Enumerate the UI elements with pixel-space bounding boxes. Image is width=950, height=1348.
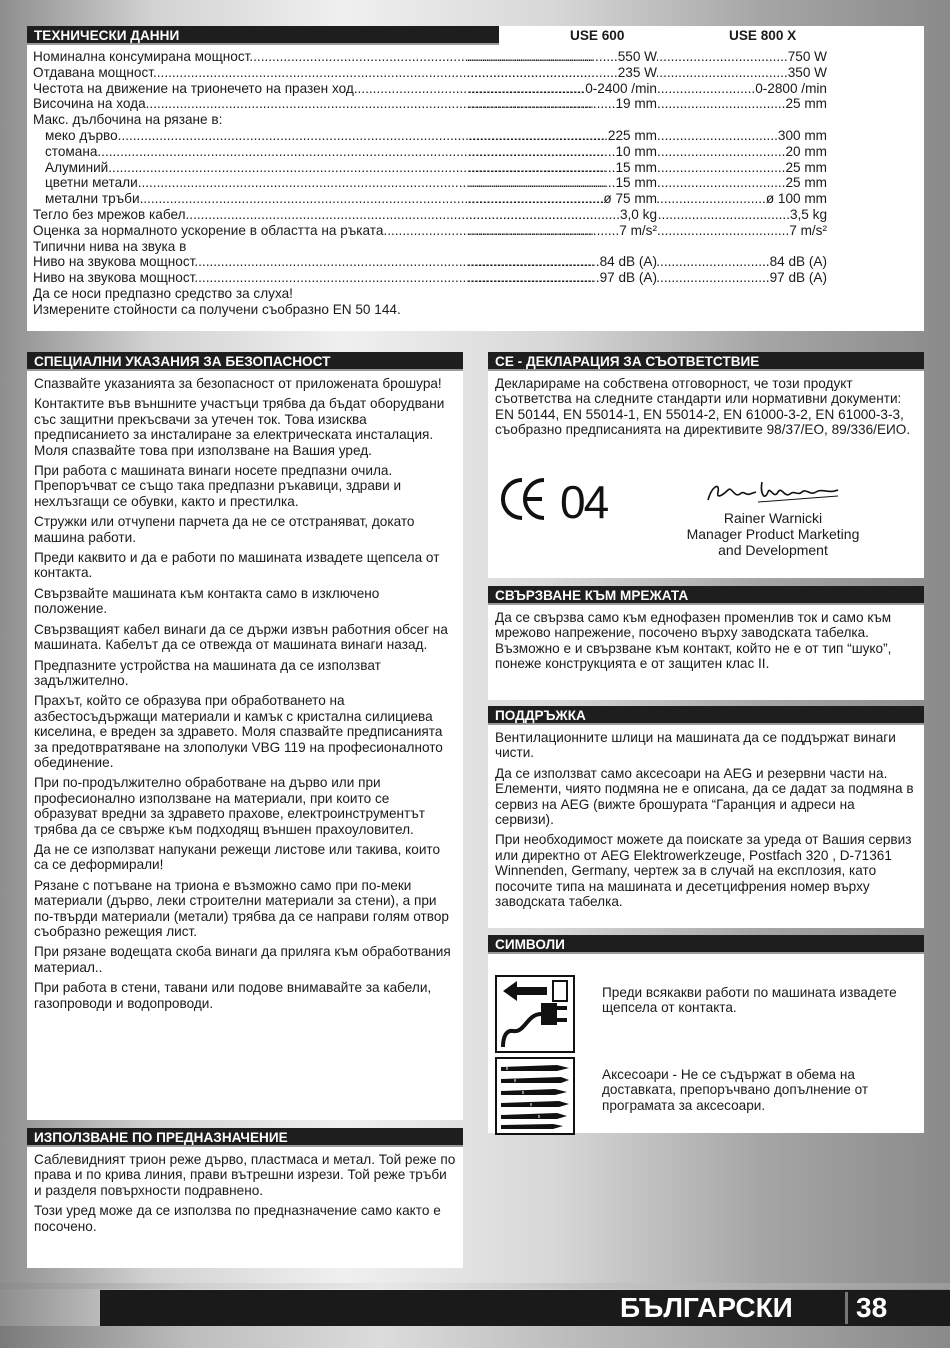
use-body	[27, 1147, 463, 1234]
tech-row-label: Отдавана мощност	[33, 64, 153, 80]
tech-row-label: Номинална консумирана мощност	[33, 49, 250, 64]
safety-paragraph: При по-продължително обработване на дърво или при професионално използване на материали, при които се образуват вредни за здравето прахове, електроинструментът трябва да се свърже към подходящ външен прахоуловител.	[34, 775, 425, 837]
value-use600: 225 mm	[607, 127, 657, 143]
maintenance-panel	[488, 706, 924, 928]
value-use800x-wrap	[657, 270, 827, 285]
signer-title-1: Manager Product Marketing	[686, 526, 860, 542]
value-use600-wrap	[467, 96, 657, 111]
leader-dots	[467, 128, 608, 143]
value-use800x-wrap	[657, 254, 827, 269]
value-use600-wrap	[467, 254, 657, 269]
tech-row	[27, 128, 924, 144]
value-use800x: 25 mm	[785, 159, 827, 175]
col-use800x: USE 800 X	[729, 28, 797, 43]
value-use600: 0-2400 /min	[585, 80, 657, 96]
col-use600: USE 600	[570, 28, 625, 43]
value-use800x: 300 mm	[777, 127, 827, 143]
safety-body	[27, 371, 463, 1011]
tech-row-label: Да се носи предпазно средство за слуха!	[33, 285, 293, 301]
symbols-header: СИМВОЛИ	[488, 935, 924, 954]
saw-blades-icon	[495, 1057, 575, 1135]
safety-paragraph: Стружки или отчупени парчета да не се отстраняват, докато машина работи.	[34, 514, 415, 545]
value-use800x-wrap	[657, 144, 827, 159]
tech-row	[27, 286, 924, 302]
value-use600: 7 m/s²	[619, 222, 657, 238]
value-use800x-wrap	[657, 81, 827, 96]
tech-row	[27, 302, 924, 318]
value-use800x-wrap	[657, 65, 827, 80]
value-use800x: 3,5 kg	[789, 206, 827, 222]
leader-dots	[657, 254, 770, 269]
symbol-text-accessories: Аксесоари - Не се съдържат в обема на доставката, препоръчвано допълнение от програмата за аксесоари.	[602, 1067, 869, 1113]
page-number: 38	[856, 1292, 888, 1323]
tech-row	[27, 112, 924, 128]
value-use800x-wrap	[657, 207, 827, 222]
leader-dots	[657, 207, 790, 222]
value-use600-wrap	[467, 160, 657, 175]
mains-body	[488, 605, 924, 672]
ce-mark-logo	[498, 474, 628, 532]
tech-row	[27, 96, 924, 112]
value-use800x-wrap	[657, 191, 827, 206]
maint-header: ПОДДРЪЖКА	[488, 706, 924, 725]
ce-text: Декларираме на собствена отговорност, че този продукт съответства на следните стандарти или нормативни документи: EN 50144, EN 55014-1, EN 55014-2, EN 61000-3-2, EN 61000-3-3, съобразно предписанията на директивите 98/37/ЕО, 89/336/ЕИО.	[495, 376, 911, 438]
tech-header: ТЕХНИЧЕСКИ ДАННИ	[27, 26, 499, 45]
svg-text:04: 04	[560, 476, 608, 524]
safety-paragraph: Предпазните устройства на машината да се използват задължително.	[34, 657, 381, 688]
safety-paragraph: При рязане водещата скоба винаги да приляга към обработвания материал..	[34, 944, 451, 975]
value-use600: 10 mm	[615, 143, 657, 159]
value-use600: 97 dB (A)	[599, 270, 657, 286]
footer-separator	[845, 1292, 848, 1324]
leader-dots	[467, 191, 603, 206]
safety-paragraph: Рязане с потъване на триона е възможно само при по-меки материали (дърво, леки строителни материали за стени), а при по-твърди материали (метали) трябва да се направи голям отвор съобразно режещия лист.	[34, 877, 449, 939]
unplug-icon	[495, 975, 575, 1053]
footer-stripe-bottom	[0, 1326, 950, 1348]
tech-row-label: метални тръби	[45, 191, 140, 207]
value-use800x-wrap	[657, 223, 827, 238]
tech-row-label: Макс. дълбочина на рязане в:	[33, 112, 223, 128]
tech-row-label: Измерените стойности са получени съобразно EN 50 144.	[33, 301, 401, 317]
value-use600-wrap	[467, 128, 657, 143]
use-paragraph: Този уред може да се използва по предназначение само както е посочено.	[34, 1203, 441, 1234]
leader-dots	[467, 207, 620, 222]
tech-row-label: цветни метали	[45, 175, 138, 191]
value-use800x-wrap	[657, 160, 827, 175]
tech-row-label: Типични нива на звука в	[33, 238, 187, 254]
value-use800x: 25 mm	[785, 175, 827, 191]
value-use800x: 0-2800 /min	[755, 80, 827, 96]
leader-dots	[657, 144, 785, 159]
safety-paragraph: Свързващият кабел винаги да се държи извън работния обсег на машината. Кабелът да се отвежда от машината винаги назад.	[34, 621, 448, 653]
tech-row-label: Оценка за нормалното ускорение в областта на ръката	[33, 222, 384, 238]
signer-title-2: and Development	[718, 542, 828, 558]
safety-paragraph: Прахът, който се образува при обработването на азбестосъдържащи материали и камък с кристална силициева киселина, е вреден за здравето. Моля спазвайте предписанията за предотвратяване на злополуки VBG 119 на професионалното обединение.	[34, 693, 443, 770]
signature-block	[648, 478, 898, 558]
leader-dots	[467, 81, 585, 96]
leader-dots	[467, 96, 615, 111]
value-use800x: 84 dB (A)	[769, 254, 827, 270]
leader-dots	[657, 81, 755, 96]
signer-name: Rainer Warnicki	[723, 510, 823, 526]
value-use800x: 7 m/s²	[789, 222, 827, 238]
tech-row	[27, 191, 924, 207]
tech-row	[27, 175, 924, 191]
use-paragraph: Саблевидният трион реже дърво, пластмаса и метал. Той реже по права и по крива линия, прави вътрешни изрези. Той реже тръби и разделя повърхности подравнено.	[34, 1152, 456, 1198]
value-use600-wrap	[467, 81, 657, 96]
ce-declaration-panel	[488, 352, 924, 578]
mains-header: СВЪРЗВАНЕ КЪМ МРЕЖАТА	[488, 586, 924, 605]
maintenance-paragraph: Да се използват само аксесоари на AEG и резервни части на. Елементи, чиято подмяна не е описана, да се дадат за подмяна в сервиз на AEG (вижте брошурата “Гаранция и адреси на сервизи).	[495, 765, 914, 828]
ce-body	[488, 371, 924, 438]
value-use600-wrap	[467, 207, 657, 222]
intended-use-panel	[27, 1128, 463, 1268]
tech-row-label: Ниво на звукова мощност	[33, 254, 195, 270]
footer-stripe-top	[0, 1283, 950, 1289]
footer-bar	[100, 1290, 950, 1326]
value-use600: 3,0 kg	[619, 206, 657, 222]
value-use600-wrap	[467, 191, 657, 206]
leader-dots	[657, 49, 788, 64]
tech-row	[27, 270, 924, 286]
leader-dots	[467, 270, 600, 285]
leader-dots	[657, 160, 785, 175]
leader-dots	[657, 191, 766, 206]
safety-paragraph: Спазвайте указанията за безопасност от приложената брошура!	[34, 376, 442, 391]
symbols-panel	[488, 935, 924, 1133]
ce-header: CE - ДЕКЛАРАЦИЯ ЗА СЪОТВЕТСТВИЕ	[488, 352, 924, 371]
maintenance-paragraph: Вентилационните шлици на машината да се поддържат винаги чисти.	[495, 730, 896, 761]
leader-dots	[657, 270, 770, 285]
symbol-row-accessories	[495, 1057, 575, 1135]
tech-row	[27, 65, 924, 81]
tech-data-panel	[27, 26, 924, 331]
value-use800x-wrap	[657, 96, 827, 111]
mains-connection-panel	[488, 586, 924, 700]
value-use800x-wrap	[657, 175, 827, 190]
safety-paragraph: Преди каквито и да е работи по машината извадете щепсела от контакта.	[34, 550, 440, 581]
tech-rows	[27, 49, 924, 318]
value-use600-wrap	[467, 223, 657, 238]
tech-row-label: Честота на движение на трионечето на празен ход	[33, 80, 354, 96]
value-use600: 15 mm	[615, 175, 657, 191]
tech-row-label: Височина на хода	[33, 96, 146, 112]
tech-row	[27, 160, 924, 176]
safety-paragraph: Свързвайте машината към контакта само в изключено положение.	[34, 585, 380, 617]
leader-dots	[467, 144, 615, 159]
maintenance-paragraph: При необходимост можете да поискате за уреда от Вашия сервиз или директно от AEG Elektrowerkzeuge, Postfach 320 , D-71361 Winnenden, Germany, чертеж за в случай на експлозия, като посочите типа на машината и десетцифрения номер върху заводската табелка.	[495, 832, 912, 910]
use-header: ИЗПОЛЗВАНЕ ПО ПРЕДНАЗНАЧЕНИЕ	[27, 1128, 463, 1147]
value-use800x: 750 W	[787, 49, 827, 64]
tech-header-row	[27, 26, 924, 46]
tech-row	[27, 49, 924, 65]
value-use600: 15 mm	[615, 159, 657, 175]
tech-row-label: Ниво на звукова мощност	[33, 270, 195, 286]
symbol-text-unplug: Преди всякакви работи по машината извадете щепсела от контакта.	[602, 985, 897, 1016]
tech-row-label: Тегло без мрежов кабел	[33, 206, 186, 222]
value-use600: ø 75 mm	[603, 191, 657, 207]
value-use800x: 20 mm	[785, 143, 827, 159]
maint-body	[488, 725, 924, 909]
footer-language: БЪЛГАРСКИ	[620, 1292, 793, 1323]
tech-row-label: меко дърво	[45, 127, 118, 143]
tech-row-label: Алуминий	[45, 159, 109, 175]
safety-paragraph: Контактите във външните участъци трябва да бъдат оборудвани със защитни прекъсвачи за утечен ток. Това изисква предписанието за инсталиране за електрическата инсталация. Моля спазвайте това при използване на Вашия уред.	[34, 396, 445, 458]
tech-row	[27, 81, 924, 97]
tech-row	[27, 144, 924, 160]
value-use800x: 97 dB (A)	[769, 270, 827, 286]
tech-row	[27, 254, 924, 270]
value-use800x-wrap	[657, 128, 827, 143]
value-use600-wrap	[467, 175, 657, 190]
value-use800x: ø 100 mm	[765, 191, 827, 207]
value-use800x-wrap	[657, 49, 827, 64]
leader-dots	[467, 49, 618, 64]
signature-image	[698, 478, 848, 508]
safety-panel	[27, 352, 463, 1120]
leader-dots	[467, 160, 615, 175]
leader-dots	[657, 65, 788, 80]
leader-dots	[657, 175, 785, 190]
value-use600: 235 W	[617, 64, 657, 80]
tech-row	[27, 239, 924, 255]
leader-dots	[657, 96, 785, 111]
leader-dots	[657, 128, 778, 143]
safety-paragraph: При работа с машината винаги носете предпазни очила. Препоръчват се също така предпазни ръкавици, здрави и нехлъзгащи се обувки, както и престилка.	[34, 463, 402, 509]
leader-dots	[467, 254, 600, 269]
value-use800x: 25 mm	[785, 96, 827, 112]
tech-row	[27, 223, 924, 239]
leader-dots	[657, 223, 789, 238]
mains-text: Да се свързва само към еднофазен променлив ток и само към мрежово напрежение, посочено върху заводската табелка. Възможно е и свързване към контакт, който не е от тип “шуко”, понеже конструкцията е от защитен клас II.	[495, 610, 892, 672]
leader-dots	[467, 65, 618, 80]
value-use600-wrap	[467, 144, 657, 159]
safety-paragraph: Да не се използват напукани режещи листове или такива, които са се деформирали!	[34, 841, 441, 873]
value-use600: 550 W	[617, 49, 657, 64]
value-use600-wrap	[467, 270, 657, 285]
value-use800x: 350 W	[787, 64, 827, 80]
value-use600: 84 dB (A)	[599, 254, 657, 270]
symbol-row-unplug	[495, 975, 575, 1053]
tech-row-label: стомана	[45, 143, 98, 159]
value-use600-wrap	[467, 65, 657, 80]
value-use600: 19 mm	[615, 96, 657, 112]
leader-dots	[467, 223, 619, 238]
safety-paragraph: При работа в стени, тавани или подове внимавайте за кабели, газопроводи и водопроводи.	[34, 980, 432, 1011]
tech-row	[27, 207, 924, 223]
leader-dots	[467, 175, 615, 190]
ce-mark-icon	[498, 474, 628, 524]
safety-header: СПЕЦИАЛНИ УКАЗАНИЯ ЗА БЕЗОПАСНОСТ	[27, 352, 463, 371]
value-use600-wrap	[467, 49, 657, 64]
